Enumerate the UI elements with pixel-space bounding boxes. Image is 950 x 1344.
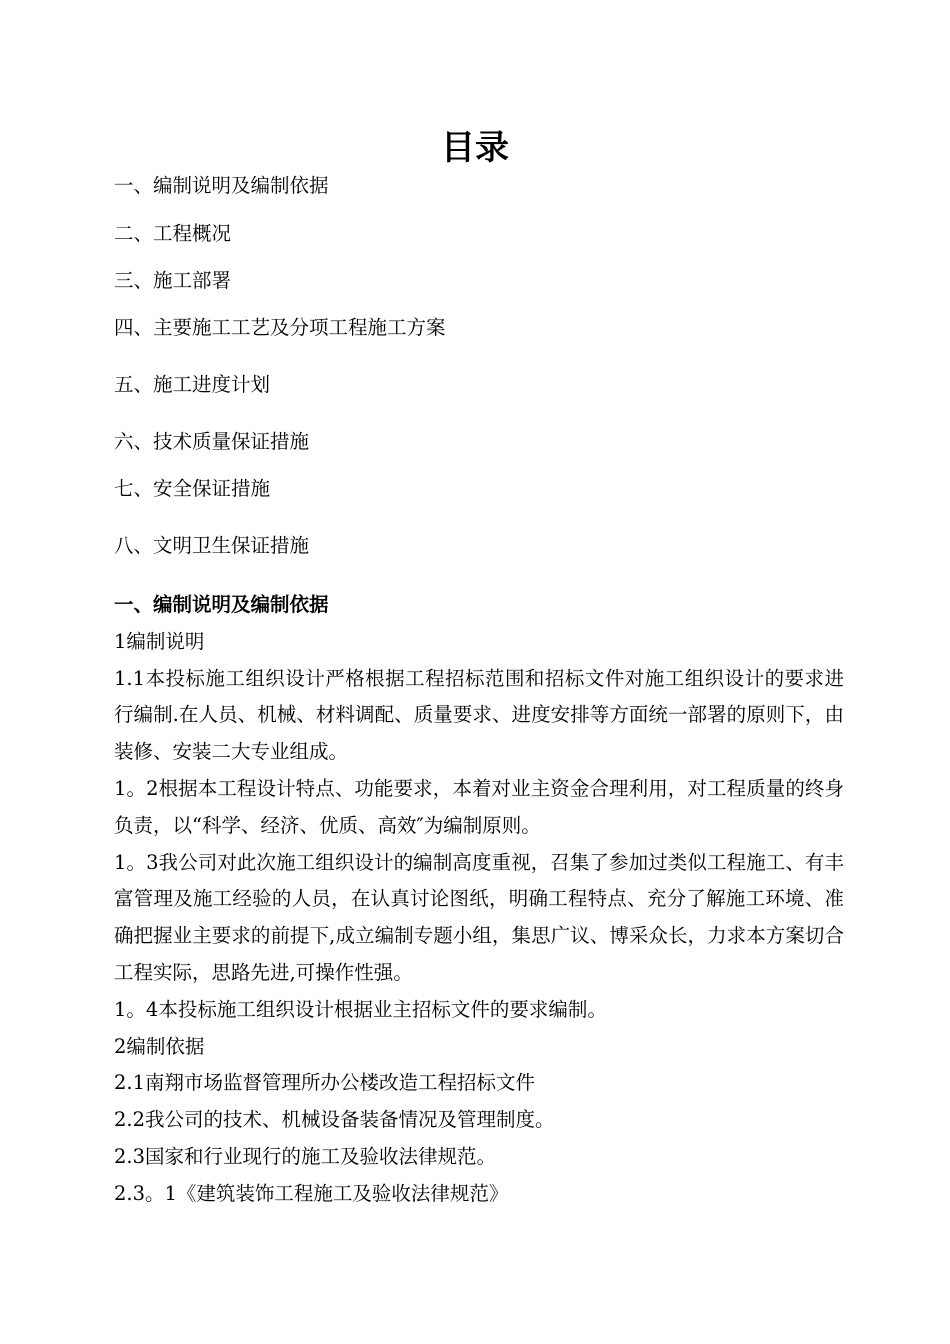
paragraph-2-3: 2.3国家和行业现行的施工及验收法律规范。 (114, 1144, 497, 1168)
page-title: 目录 (441, 128, 509, 168)
paragraph-1-1: 1.1本投标施工组织设计严格根据工程招标范围和招标文件对施工组织设计的要求进行编制.在人员、机械、材料调配、质量要求、进度安排等方面统一部署的原则下，由装修、安装二大专业组成。 (114, 666, 844, 764)
paragraph-1-2: 1。2根据本工程设计特点、功能要求，本着对业主资金合理利用，对工程质量的终身负责，以“科学、经济、优质、高效″为编制原则。 (114, 776, 844, 837)
toc-item: 八、文明卫生保证措施 (114, 534, 310, 557)
paragraph-2-1: 2.1南翔市场监督管理所办公楼改造工程招标文件 (114, 1071, 536, 1095)
subsection-title: 2编制依据 (114, 1034, 205, 1058)
subsection-title: 1编制说明 (114, 629, 205, 653)
toc-item: 一、编制说明及编制依据 (114, 174, 329, 197)
toc-item: 七、安全保证措施 (114, 477, 271, 500)
paragraph-2-3-1: 2.3。1《建筑装饰工程施工及验收法律规范》 (114, 1181, 509, 1205)
paragraph-1-3: 1。3我公司对此次施工组织设计的编制高度重视，召集了参加过类似工程施工、有丰富管理及施工经验的人员，在认真讨论图纸，明确工程特点、充分了解施工环境、准确把握业主要求的前提下,成立编制专题小组，集思广议、博采众长，力求本方案切合工程实际，思路先进,可操作性强。 (114, 850, 844, 984)
toc-item: 六、技术质量保证措施 (114, 430, 310, 453)
paragraph-2-2: 2.2我公司的技术、机械设备装备情况及管理制度。 (114, 1108, 555, 1132)
section-heading: 一、编制说明及编制依据 (114, 593, 329, 616)
toc-item: 四、主要施工工艺及分项工程施工方案 (114, 316, 446, 339)
toc-item: 三、施工部署 (114, 269, 232, 292)
section-1-body (114, 587, 844, 1213)
paragraph-1-4: 1。4本投标施工组织设计根据业主招标文件的要求编制。 (114, 997, 607, 1021)
toc-item: 二、工程概况 (114, 222, 232, 245)
toc-item: 五、施工进度计划 (114, 373, 271, 396)
